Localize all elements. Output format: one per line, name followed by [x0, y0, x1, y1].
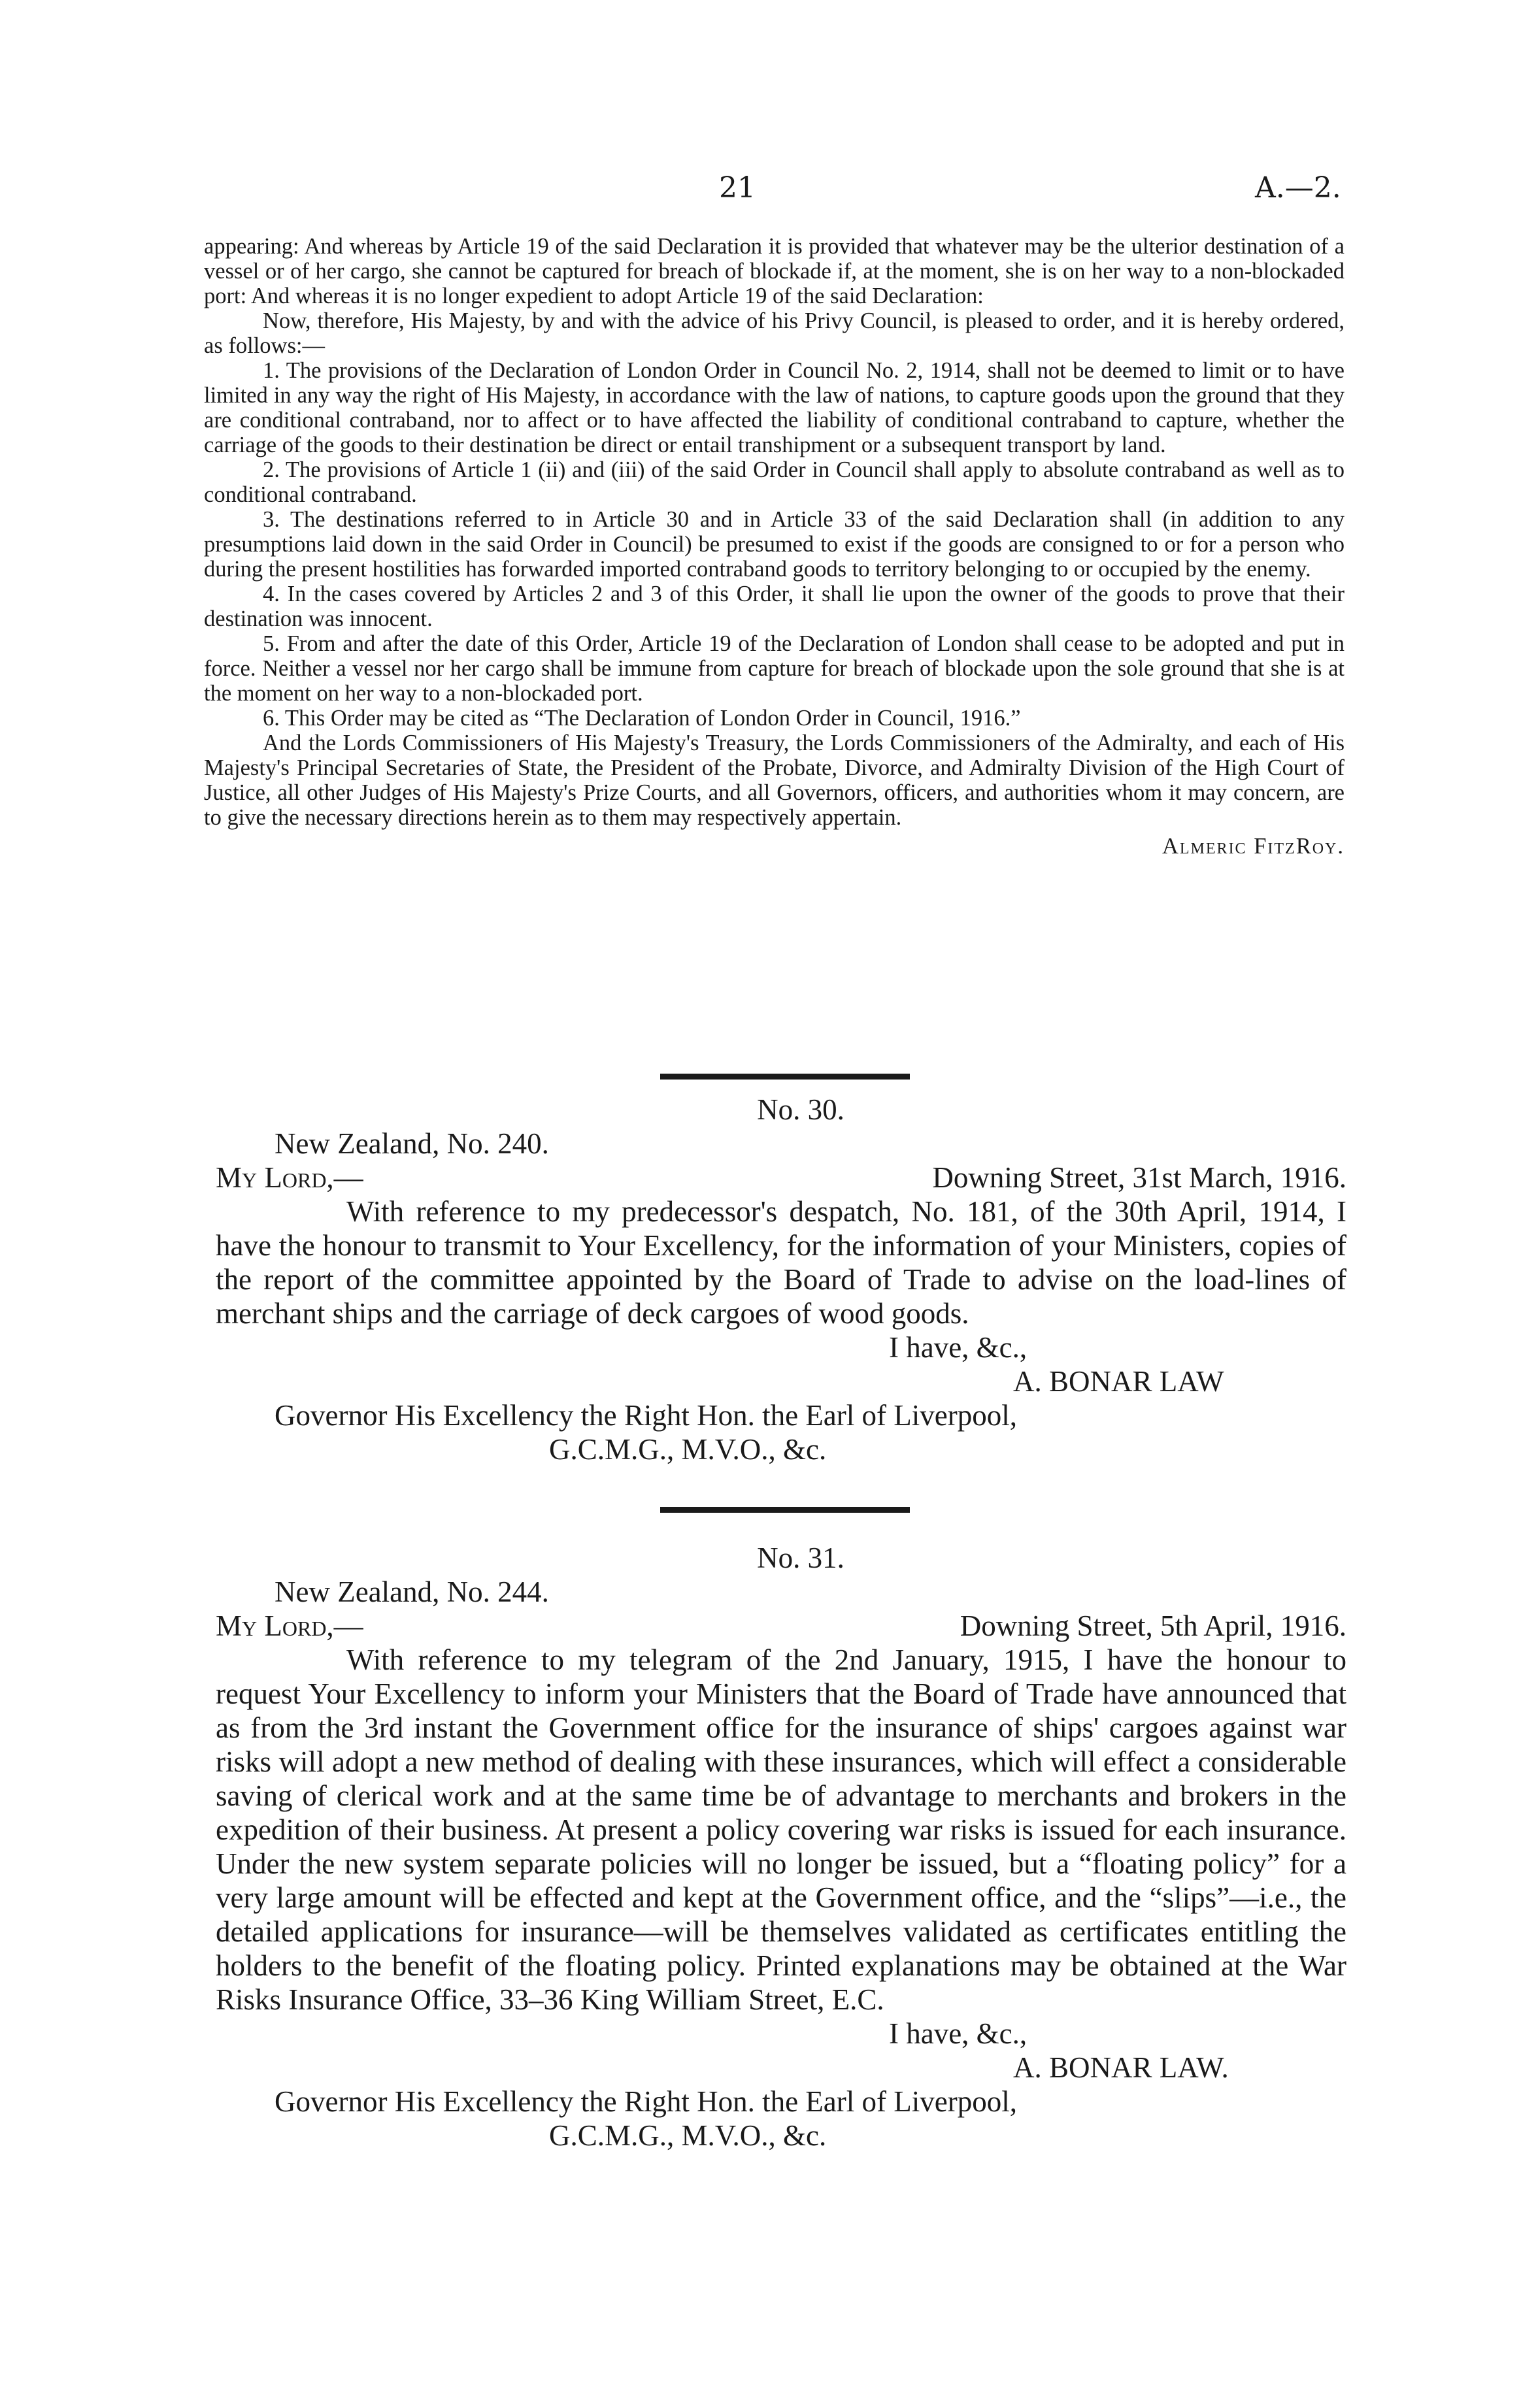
letter-number: No. 31. [757, 1542, 844, 1574]
letter-reference: New Zealand, No. 244. [275, 1575, 549, 1608]
letter-number: No. 30. [757, 1093, 844, 1126]
letter-signer: A. BONAR LAW. [1013, 2051, 1229, 2084]
letter-closing: I have, &c., [889, 1331, 1028, 1364]
addressee-honours: G.C.M.G., M.V.O., &c. [549, 1433, 827, 1466]
addressee-line: Governor His Excellency the Right Hon. the Earl of Liverpool, [275, 1399, 1017, 1432]
letter-reference: New Zealand, No. 240. [275, 1127, 549, 1160]
place-date: Downing Street, 31st March, 1916. [932, 1161, 1346, 1194]
order-paragraph: 4. In the cases covered by Articles 2 and 3 of this Order, it shall lie upon the owner of the goods to prove that their destination was innocent. [204, 582, 1345, 631]
document-code: A.—2. [1255, 171, 1341, 205]
letter-no-30 [216, 1093, 1346, 1466]
letter-salutation-row [216, 1609, 1346, 1643]
order-paragraph: 1. The provisions of the Declaration of London Order in Council No. 2, 1914, shall not be deemed to limit or to have limited in any way the right of His Majesty, in accordance with the law of nations, to capture goods upon the ground that they are conditional contraband, nor to affect or to have affected the liability of conditional contraband to capture, whether the carriage of the goods to their destination be direct or entail transhipment or a subsequent transport by land. [204, 358, 1345, 457]
order-paragraph: And the Lords Commissioners of His Majesty's Treasury, the Lords Commissioners of the Admiralty, and each of His Majesty's Principal Secretaries of State, the President of the Probate, Divorce, and Admiralty Division of the High Court of Justice, all other Judges of His Majesty's Prize Courts, and all Governors, officers, and authorities whom it may concern, are to give the necessary directions herein as to them may respectively appertain. [204, 731, 1345, 830]
letter-no-31 [216, 1541, 1346, 2152]
salutation: My Lord,— [216, 1161, 363, 1194]
section-divider [660, 1074, 910, 1080]
order-paragraph: 3. The destinations referred to in Article 30 and in Article 33 of the said Declaration shall (in addition to any presumptions laid down in the said Order in Council) be presumed to exist if the goods are consigned to or for a person who during the present hostilities has forwarded imported contraband goods to territory belonging to or occupied by the enemy. [204, 507, 1345, 582]
order-paragraph: Now, therefore, His Majesty, by and with the advice of his Privy Council, is pleased to order, and it is hereby ordered, as follows:— [204, 308, 1345, 358]
addressee-honours: G.C.M.G., M.V.O., &c. [549, 2119, 827, 2152]
order-paragraph: 2. The provisions of Article 1 (ii) and (iii) of the said Order in Council shall apply to absolute contraband as well as to conditional contraband. [204, 457, 1345, 507]
order-in-council-text [204, 234, 1345, 859]
addressee-line: Governor His Excellency the Right Hon. the Earl of Liverpool, [275, 2085, 1017, 2118]
section-divider [660, 1507, 910, 1513]
salutation: My Lord,— [216, 1609, 363, 1642]
letter-closing: I have, &c., [889, 2017, 1028, 2050]
letter-body: With reference to my telegram of the 2nd January, 1915, I have the honour to request Your Excellency to inform your Ministers that the Board of Trade have announced that as from the 3rd instant the Government office for the insurance of ships' cargoes against war risks will adopt a new method of dealing with these insurances, which will effect a considerable saving of clerical work and at the same time be of advantage to merchants and brokers in the expedition of their business. At present a policy covering war risks is issued for each insurance. Under the new system separate policies will no longer be issued, but a “floating policy” for a very large amount will be effected and kept at the Government office, and the “slips”—i.e., the detailed applications for insurance—will be themselves validated as certificates entitling the holders to the benefit of the floating policy. Printed explanations may be obtained at the War Risks Insurance Office, 33–36 King William Street, E.C. [216, 1643, 1346, 2016]
order-paragraph: appearing: And whereas by Article 19 of the said Declaration it is provided that whatever may be the ulterior destination of a vessel or of her cargo, she cannot be captured for breach of blockade if, at the moment, she is on her way to a non-blockaded port: And whereas it is no longer expedient to adopt Article 19 of the said Declaration: [204, 234, 1345, 308]
page-number: 21 [719, 171, 756, 205]
letter-body: With reference to my predecessor's despatch, No. 181, of the 30th April, 1914, I have the honour to transmit to Your Excellency, for the information of your Ministers, copies of the report of the committee appointed by the Board of Trade to advise on the load-lines of merchant ships and the carriage of deck cargoes of wood goods. [216, 1195, 1346, 1330]
order-paragraph: 6. This Order may be cited as “The Declaration of London Order in Council, 1916.” [263, 706, 1021, 731]
order-signature: Almeric FitzRoy. [1162, 834, 1345, 859]
place-date: Downing Street, 5th April, 1916. [960, 1609, 1346, 1642]
letter-signer: A. BONAR LAW [1013, 1365, 1224, 1398]
order-paragraph: 5. From and after the date of this Order, Article 19 of the Declaration of London shall cease to be adopted and put in force. Neither a vessel nor her cargo shall be immune from capture for breach of blockade upon the sole ground that she is at the moment on her way to a non-blockaded port. [204, 631, 1345, 706]
page-header [0, 171, 1521, 210]
letter-salutation-row [216, 1161, 1346, 1195]
